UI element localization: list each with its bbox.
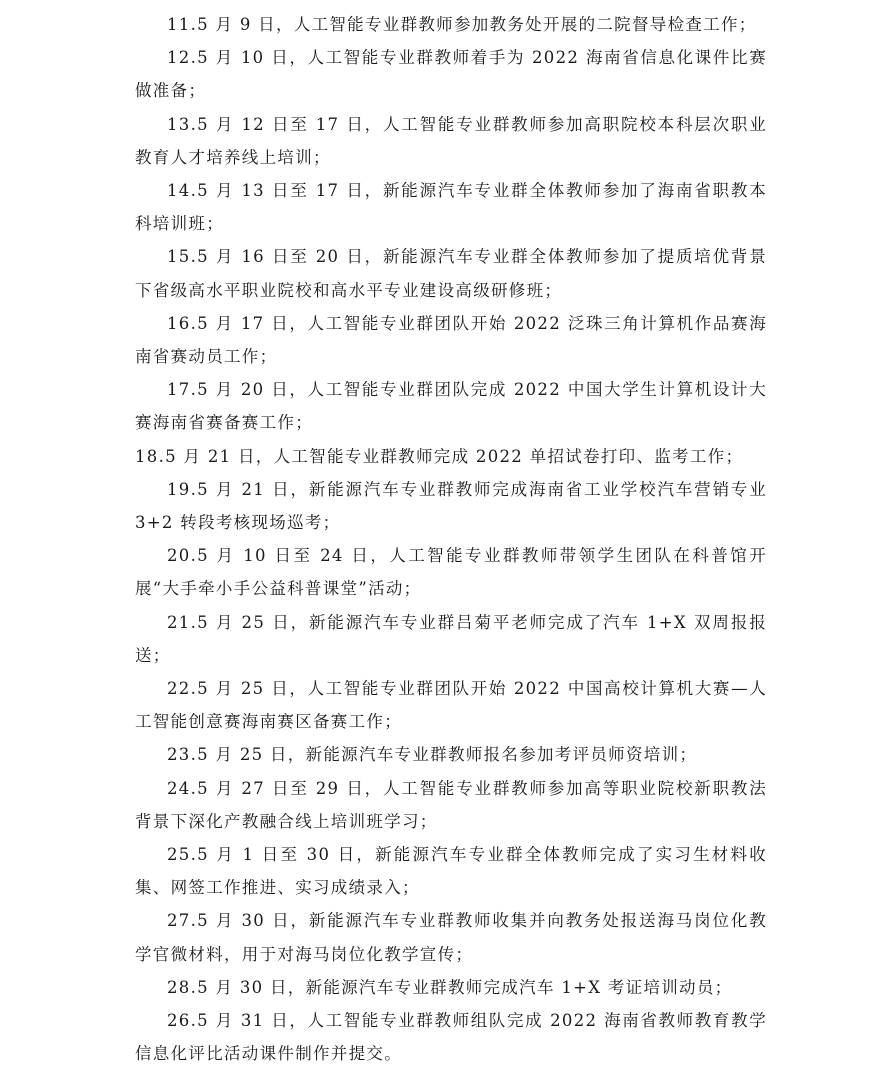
list-item: 13.5 月 12 日至 17 日，人工智能专业群教师参加高职院校本科层次职业教育人才培养线上培训；	[135, 114, 767, 167]
list-item: 15.5 月 16 日至 20 日，新能源汽车专业群全体教师参加了提质培优背景下省级高水平职业院校和高水平专业建设高级研修班；	[135, 247, 767, 300]
list-item: 16.5 月 17 日，人工智能专业群团队开始 2022 泛珠三角计算机作品赛海南省赛动员工作；	[135, 313, 767, 367]
list-item: 23.5 月 25 日，新能源汽车专业群教师报名参加考评员师资培训；	[167, 745, 698, 765]
list-item: 14.5 月 13 日至 17 日，新能源汽车专业群全体教师参加了海南省职教本科培训班；	[135, 181, 767, 234]
list-item: 17.5 月 20 日，人工智能专业群团队完成 2022 中国大学生计算机设计大赛海南省赛备赛工作；	[135, 380, 767, 433]
list-item: 21.5 月 25 日，新能源汽车专业群吕菊平老师完成了汽车 1+X 双周报报送；	[135, 612, 767, 665]
list-item: 28.5 月 30 日，新能源汽车专业群教师完成汽车 1+X 考证培训动员；	[167, 977, 733, 997]
list-item: 12.5 月 10 日，人工智能专业群教师着手为 2022 海南省信息化课件比赛做准备；	[135, 48, 767, 101]
list-item: 19.5 月 21 日，新能源汽车专业群教师完成海南省工业学校汽车营销专业 3+2 转段考核现场巡考；	[135, 479, 767, 533]
list-item: 20.5 月 10 日至 24 日，人工智能专业群教师带领学生团队在科普馆开展“大手牵小手公益科普课堂”活动；	[135, 546, 767, 599]
list-item: 26.5 月 31 日，人工智能专业群教师组队完成 2022 海南省教师教育教学信息化评比活动课件制作并提交。	[135, 1011, 767, 1064]
list-item: 25.5 月 1 日至 30 日，新能源汽车专业群全体教师完成了实习生材料收集、网签工作推进、实习成绩录入；	[135, 845, 767, 898]
list-item: 11.5 月 9 日，人工智能专业群教师参加教务处开展的二院督导检查工作；	[167, 15, 757, 34]
list-item: 22.5 月 25 日，人工智能专业群团队开始 2022 中国高校计算机大赛—人工智能创意赛海南赛区备赛工作；	[135, 679, 767, 732]
list-item: 24.5 月 27 日至 29 日，人工智能专业群教师参加高等职业院校新职教法背景下深化产教融合线上培训班学习；	[135, 778, 767, 831]
list-item: 27.5 月 30 日，新能源汽车专业群教师收集并向教务处报送海马岗位化教学官微材料，用于对海马岗位化教学宣传；	[135, 911, 767, 964]
work-item-list	[135, 8, 767, 1071]
list-item: 18.5 月 21 日，人工智能专业群教师完成 2022 单招试卷打印、监考工作；	[135, 446, 744, 466]
